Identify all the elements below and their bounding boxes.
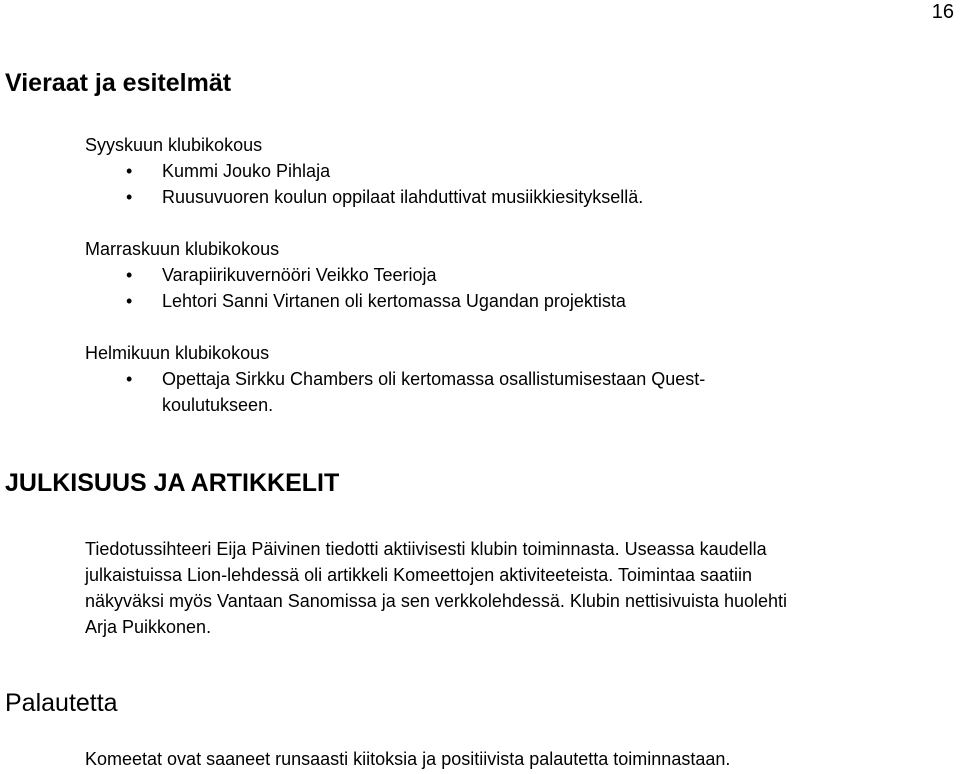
meeting-title: Helmikuun klubikokous <box>85 343 270 363</box>
bullet-icon: • <box>126 265 133 285</box>
list-item: Ruusuvuoren koulun oppilaat ilahduttivat musiikkiesityksellä. <box>162 187 644 207</box>
paragraph-line: Arja Puikkonen. <box>85 617 212 637</box>
meeting-title: Marraskuun klubikokous <box>85 239 280 259</box>
list-item: Lehtori Sanni Virtanen oli kertomassa Ugandan projektista <box>162 291 626 311</box>
list-item: Kummi Jouko Pihlaja <box>162 161 331 181</box>
list-item-continuation: koulutukseen. <box>162 395 274 415</box>
bullet-icon: • <box>126 291 133 311</box>
list-item: Opettaja Sirkku Chambers oli kertomassa osallistumisestaan Quest- <box>162 369 706 389</box>
meeting-title: Syyskuun klubikokous <box>85 135 263 155</box>
paragraph-line: näkyväksi myös Vantaan Sanomissa ja sen verkkolehdessä. Klubin nettisivuista huolehti <box>85 591 788 611</box>
bullet-icon: • <box>126 369 133 389</box>
list-item: Varapiirikuvernööri Veikko Teerioja <box>162 265 437 285</box>
feedback-text: Komeetat ovat saaneet runsaasti kiitoksia ja positiivista palautetta toiminnastaan. <box>85 749 731 769</box>
paragraph-line: julkaistuissa Lion-lehdessä oli artikkeli Komeettojen aktiviteeteista. Toimintaa saatiin <box>85 565 753 585</box>
bullet-icon: • <box>126 187 133 207</box>
paragraph-line: Tiedotussihteeri Eija Päivinen tiedotti aktiivisesti klubin toiminnasta. Useassa kaudella <box>85 539 767 559</box>
page-number: 16 <box>931 1 954 23</box>
section-heading-feedback: Palautetta <box>5 689 118 717</box>
bullet-icon: • <box>126 161 133 181</box>
section-heading-publicity: JULKISUUS JA ARTIKKELIT <box>5 469 340 497</box>
section-heading-guests: Vieraat ja esitelmät <box>5 69 232 97</box>
